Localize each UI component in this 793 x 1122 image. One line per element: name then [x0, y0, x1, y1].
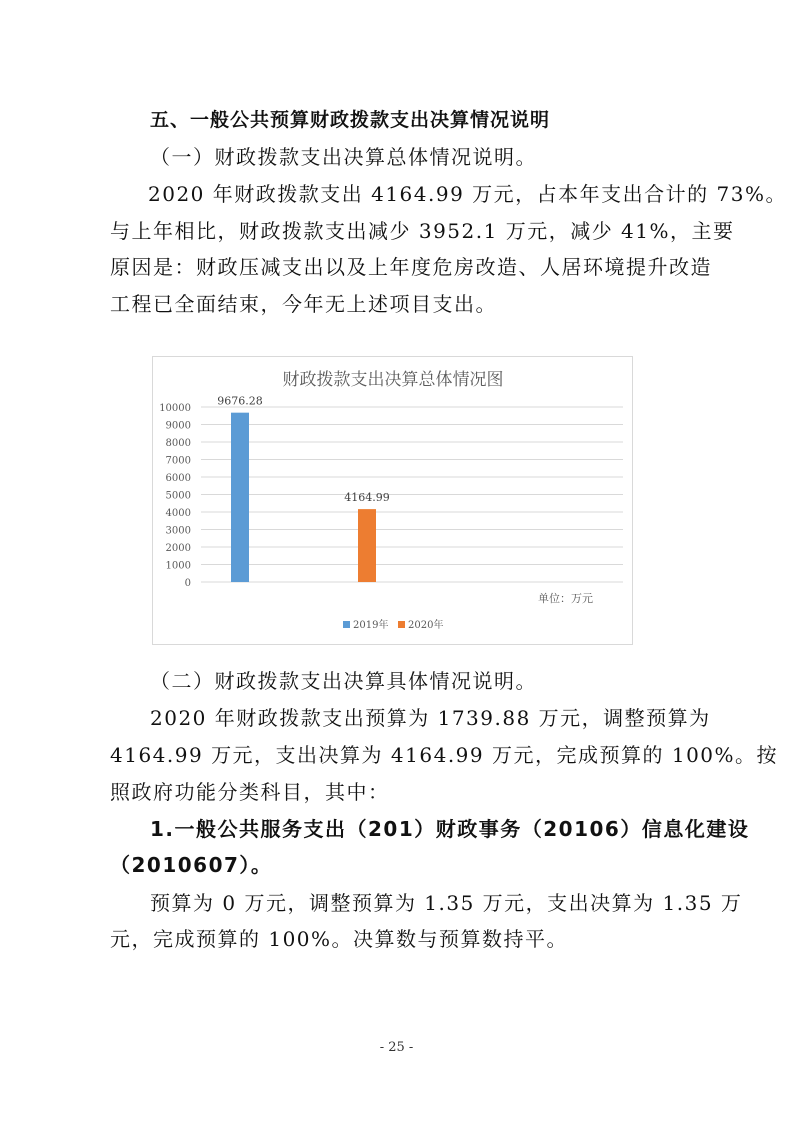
- data-label: 4164.99: [344, 491, 390, 505]
- chart-canvas: [153, 357, 634, 646]
- subsection-title-1: （一）财政拨款支出决算总体情况说明。: [150, 145, 537, 169]
- y-tick-label: 1000: [165, 560, 191, 572]
- paragraph-line: 元，完成预算的 100%。决算数与预算数持平。: [110, 927, 569, 951]
- chart-title: 财政拨款支出决算总体情况图: [282, 370, 504, 390]
- subsection-title-2: （二）财政拨款支出决算具体情况说明。: [150, 669, 537, 693]
- paragraph-line: 2020 年财政拨款支出预算为 1739.88 万元，调整预算为: [150, 706, 711, 730]
- legend-swatch: [398, 621, 405, 628]
- item-title-line: 1.一般公共服务支出（201）财政事务（20106）信息化建设: [150, 817, 750, 841]
- section-title: 五、一般公共预算财政拨款支出决算情况说明: [150, 109, 551, 131]
- y-tick-label: 0: [184, 578, 191, 589]
- paragraph-line: 原因是：财政压减支出以及上年度危房改造、人居环境提升改造: [110, 255, 712, 279]
- paragraph-line: 工程已全面结束，今年无上述项目支出。: [110, 292, 497, 316]
- legend-swatch: [343, 621, 350, 628]
- y-tick-label: 7000: [165, 455, 191, 467]
- legend-label: 2019年: [353, 620, 389, 631]
- y-tick-label: 10000: [159, 403, 191, 414]
- page-number: - 25 -: [379, 1040, 414, 1055]
- y-tick-label: 9000: [165, 420, 191, 432]
- paragraph-line: 照政府功能分类科目，其中：: [110, 780, 390, 804]
- bar-2020年: [358, 509, 376, 582]
- paragraph-line: 4164.99 万元，支出决算为 4164.99 万元，完成预算的 100%。按: [110, 743, 779, 767]
- y-tick-label: 2000: [165, 543, 191, 554]
- bar-chart: [152, 356, 633, 645]
- paragraph-line: 与上年相比，财政拨款支出减少 3952.1 万元，减少 41%，主要: [110, 219, 735, 243]
- item-title-line: （2010607）。: [110, 853, 273, 877]
- legend-label: 2020年: [408, 620, 444, 631]
- unit-note: 单位：万元: [538, 592, 593, 605]
- paragraph-line: 2020 年财政拨款支出 4164.99 万元，占本年支出合计的 73%。: [148, 182, 787, 206]
- paragraph-line: 预算为 0 万元，调整预算为 1.35 万元，支出决算为 1.35 万: [150, 891, 743, 915]
- data-label: 9676.28: [217, 394, 263, 408]
- y-tick-label: 6000: [165, 473, 191, 484]
- y-tick-label: 3000: [165, 525, 191, 537]
- bar-2019年: [231, 413, 249, 582]
- y-tick-label: 8000: [165, 438, 191, 449]
- y-tick-label: 4000: [165, 508, 191, 519]
- y-tick-label: 5000: [165, 490, 191, 502]
